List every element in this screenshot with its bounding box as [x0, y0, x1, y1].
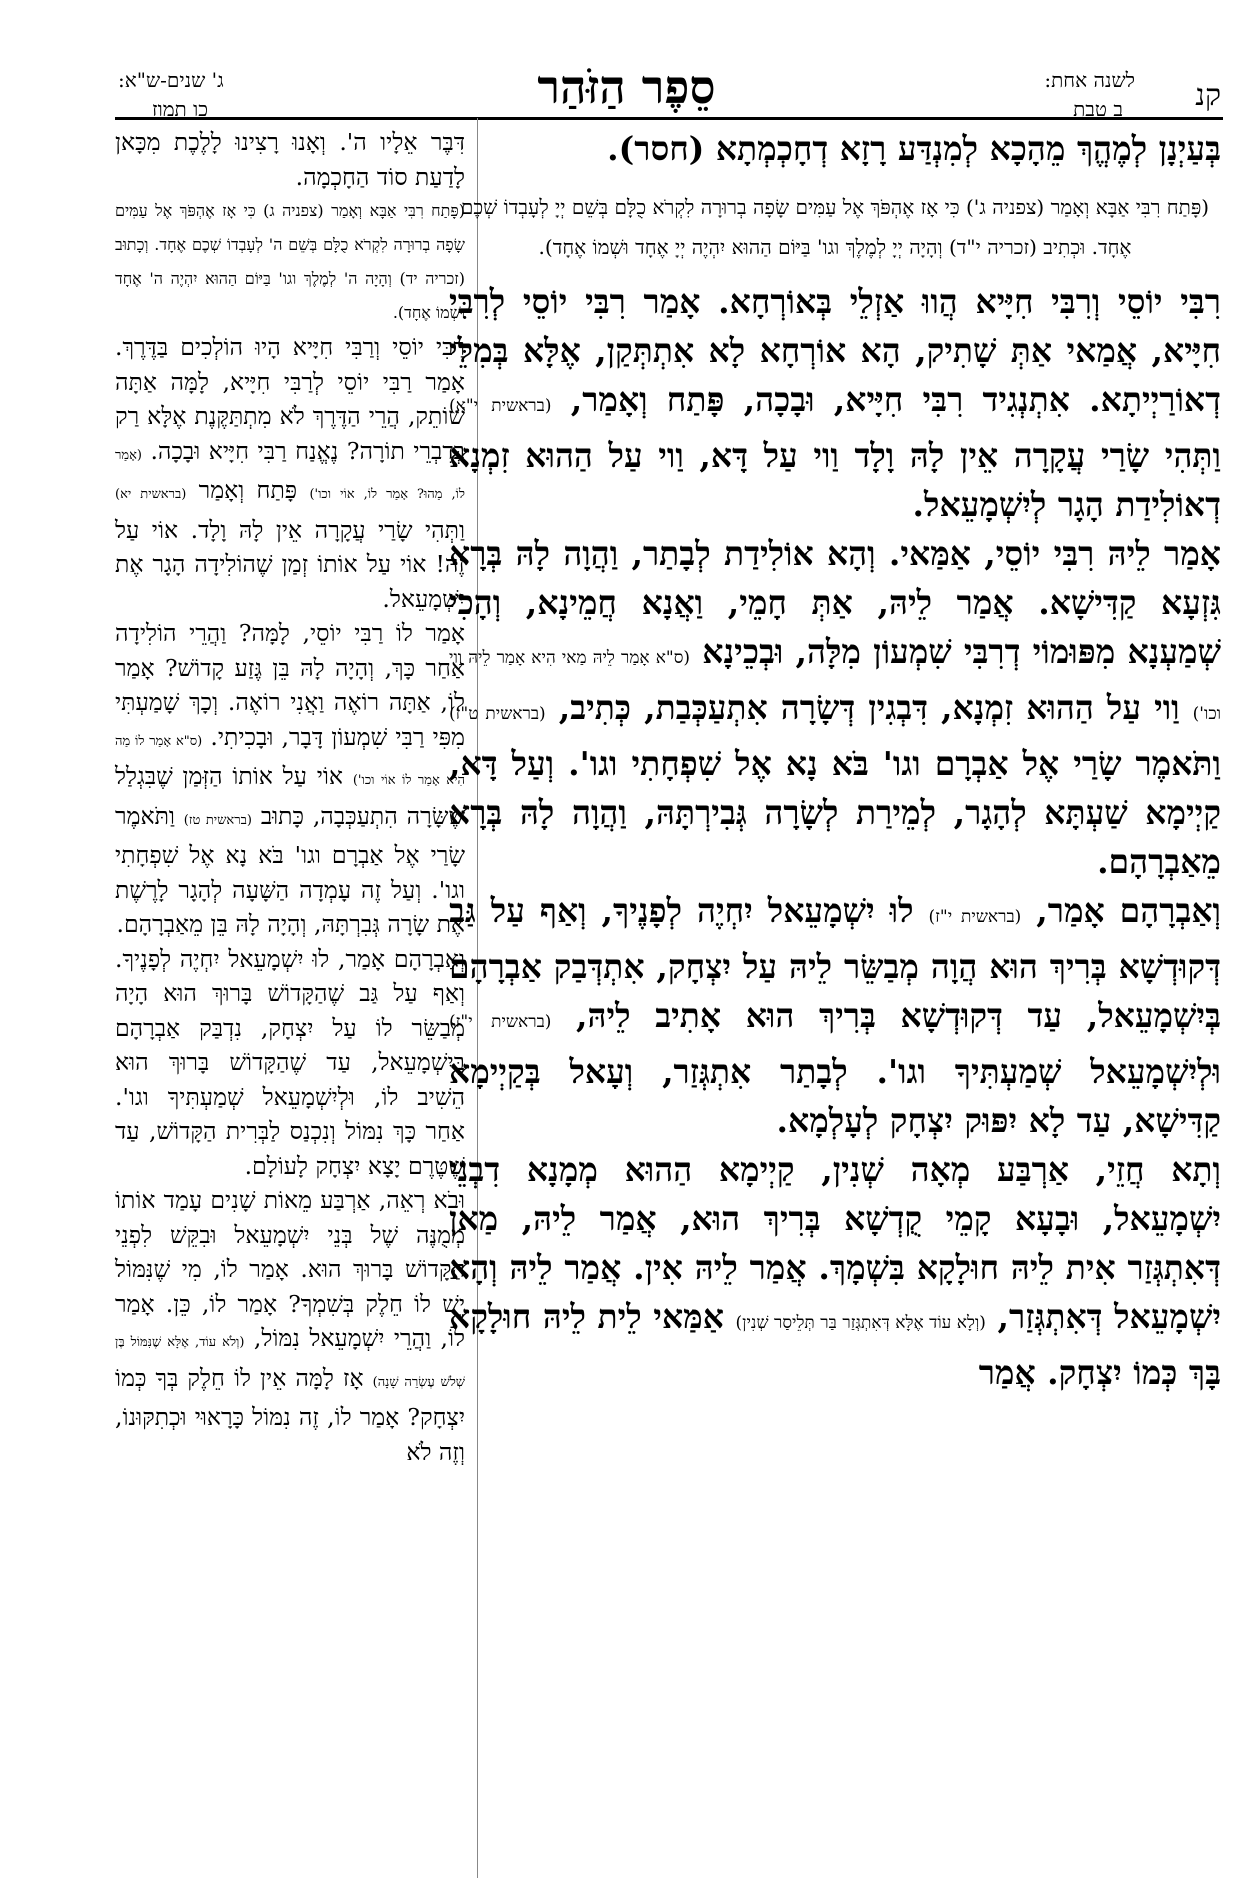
text-span: וְאַבְרָהָם אָמַר, — [1036, 891, 1222, 930]
one-year-schedule-date: ב טבת — [1073, 97, 1123, 121]
three-year-schedule-date: כו תמוז — [152, 97, 208, 121]
hebrew-translation-column — [115, 125, 465, 1469]
source-ref: (ס"א אָמַר לוֹ מַה הִיא אָמַר לוֹ אוֹי וכו') — [115, 733, 465, 788]
text-span: וּלְיִשְׁמָעֵאל שְׁמַעְתִּיךָ וגו'. לְבָתַר אִתְגְּזַר, וְעָאל בְּקַיְימָא קַדִּישָׁא, עַד לָא יִפּוּק יִצְחָק לְעָלְמָא. — [449, 1052, 1221, 1140]
source-ref: (בראשית י"ז) — [928, 907, 1022, 927]
aramaic-column — [449, 125, 1221, 1397]
text-span: וַתֹּאמֶר שָׂרַי אֶל אַבְרָם וגו' בֹּא נָא אֶל שִׁפְחָתִי וגו'. וְעַל זֶה עָמְדָה הַשָּׁעָה לְהָגָר לָרֶשֶׁת אֶת שָׂרָה גְּבִרְתָּהּ, וְהָיָה לָהּ בֵּן מֵאַבְרָהָם. — [115, 801, 465, 938]
source-ref: (בראשית יא) — [115, 487, 187, 502]
text-span: וּבֹא רְאֵה, אַרְבַּע מֵאוֹת שָׁנִים עָמַד אוֹתוֹ מְמֻנֶּה שֶׁל בְּנֵי יִשְׁמָעֵאל וּבִקֵּשׁ לִפְנֵי הַקָּדוֹשׁ בָּרוּךְ הוּא. אָמַר לוֹ, מִי שֶׁנִּמּוֹל יֵשׁ לוֹ חֵלֶק בְּשִׁמְךָ? אָמַר לוֹ, כֵּן. אָמַר לוֹ, וַהֲרֵי יִשְׁמָעֵאל נִמּוֹל, — [115, 1186, 465, 1352]
hebrew-paragraph-1 — [115, 330, 465, 616]
book-title: סֵפֶר הַזֹּהַר — [537, 60, 716, 114]
aramaic-paragraph-2 — [449, 529, 1221, 886]
hebrew-intro: דִּבֶּר אֵלָיו ה'. וְאָנוּ רָצִינוּ לָלֶכֶת מִכָּאן לָדַעַת סוֹד הַחָכְמָה. — [115, 128, 465, 191]
text-span: אָמַר לֵיהּ רִבִּי יוֹסֵי, אַמַּאי. וְהָא אוֹלִידַת לְבָתַר, וַהֲוָה לָהּ בְּרָא גִּזְעָא קַדִּישָׁא. אֲמַר לֵיהּ, אַתְּ חָמֵי, וַאֲנָא חֲמֵינָא, וְהָכִי שְׁמַעְנָא מִפּוּמוֹי דְרִבִּי שִׁמְעוֹן מִלָּה, וּבְכֵינָא — [449, 534, 1221, 671]
aramaic-paragraph-3 — [449, 886, 1221, 1145]
aramaic-paragraph-4 — [449, 1145, 1221, 1397]
hebrew-verse: (פָּתַח רִבִּי אַבָּא וְאָמַר (צפניה ג) כִּי אָז אֶהְפֹּךְ אֶל עַמִּים שָׂפָה בְרוּרָה לִקְרֹא כֻלָּם בְּשֵׁם ה' לְעָבְדוֹ שְׁכֶם אֶחָד. וְכָתוּב (זכריה יד) וְהָיָה ה' לְמֶלֶךְ וגו' בַּיּוֹם הַהוּא יִהְיֶה ה' אֶחָד וּשְׁמוֹ אֶחָד). — [115, 201, 465, 322]
source-ref: (ס"א אָמַר לֵיהּ מַאי הִיא אָמַר לֵיהּ וַוי וכו') — [449, 648, 1221, 724]
one-year-schedule-label: לשנה אחת: — [1044, 68, 1135, 92]
hebrew-paragraph-4 — [115, 1183, 465, 1469]
page-number: קנ — [1195, 78, 1221, 113]
three-year-schedule-label: ג' שנים-ש"א: — [118, 68, 224, 92]
aramaic-paragraph-1 — [449, 277, 1221, 529]
text-span: וַתְּהִי שָׂרַי עֲקָרָה אֵין לָהּ וָלָד וַוי עַל דָּא, וַוי עַל הַהוּא זִמְנָא דְאוֹלִידַת הָגָר לְיִשְׁמָעֵאל. — [449, 436, 1221, 524]
source-ref: (בראשית י"א) — [449, 396, 552, 416]
hebrew-paragraph-2 — [115, 616, 465, 942]
header-divider — [115, 117, 1223, 120]
text-span: אוֹי עַל אוֹתוֹ הַזְּמַן שֶׁבִּגְלַל שֶׁשָּׂרָה הִתְעַכְּבָה, כָּתוּב — [115, 762, 465, 830]
text-span: רִבִּי יוֹסֵי וְרִבִּי חִיָּיא הֲווּ אַזְלֵי בְּאוֹרְחָא. אָמַר רִבִּי יוֹסֵי לְרִבִּי חִיָּיא, אֲמַאי אַתְּ שָׁתִיק, הָא אוֹרְחָא לָא אִתְתְּקַן, אֶלָּא בְּמִלֵּי דְאוֹרַיְיתָא. אִתְנְגִיד רִבִּי חִיָּיא, וּבָכָה, פָּתַח וְאָמַר, — [449, 282, 1221, 419]
source-ref: (בראשית י"ז) — [449, 1012, 552, 1032]
text-span: וְתָא חֲזֵי, אַרְבַּע מְאָה שְׁנִין, קַיְימָא הַהוּא מְמָנָא דִבְנֵי יִשְׁמָעֵאל, וּבָעָא קָמֵי קֻדְשָׁא בְּרִיךְ הוּא, אֲמַר לֵיהּ, מַאן דְּאִתְגְּזַר אִית לֵיהּ חוּלָקָא בִּשְׁמָךְ. אֲמַר לֵיהּ אִין. אֲמַר לֵיהּ וְהָא יִשְׁמָעֵאל דְּאִתְגְּזַר, — [449, 1150, 1221, 1336]
text-span: וַתְּהִי שָׂרַי עֲקָרָה אֵין לָהּ וָלָד. אוֹי עַל זֶה! אוֹי עַל אוֹתוֹ זְמַן שֶׁהוֹלִידָה הָגָר אֶת יִשְׁמָעֵאל. — [115, 515, 465, 613]
text-span: אָז לָמָּה אֵין לוֹ חֵלֶק בְּךָ כְּמוֹ יִצְחָק? אָמַר לוֹ, זֶה נִמּוֹל כָּרָאוּי וּכְתִקּוּנוֹ, וְזֶה לֹא — [115, 1363, 465, 1466]
text-span: אָמַר לוֹ רַבִּי יוֹסֵי, לָמָּה? וַהֲרֵי הוֹלִידָה אַחַר כָּךְ, וְהָיָה לָהּ בֵּן גֶּזַע קָדוֹשׁ? אָמַר לוֹ, אַתָּה רוֹאֶה וַאֲנִי רוֹאֶה. וְכָךְ שָׁמַעְתִּי מִפִּי רַבִּי שִׁמְעוֹן דָּבָר, וּבָכִיתִי. — [115, 619, 465, 751]
text-span: וַוי עַל הַהוּא זִמְנָא, דִּבְגִין דְּשָׂרָה אִתְעַכְּבַת, כְּתִיב, — [558, 688, 1180, 727]
source-ref: (וְלֹא עוֹד, אֶלָּא שֶׁנִּמּוֹל בֶּן שְׁלֹשׁ עֶשְׂרֵה שָׁנָה) — [115, 1335, 465, 1390]
source-ref: (וְלָא עוֹד אֶלָּא דְּאִתְגְּזַר בַּר תְּלֵיסַר שְׁנִין) — [735, 1313, 986, 1333]
aramaic-verse: (פָּתַח רִבִּי אַבָּא וְאָמַר (צפניה ג') כִּי אָז אֶהְפֹּךְ אֶל עַמִּים שָׂפָה בְרוּרָה לִקְרֹא כֻלָּם בְּשֵׁם יְיָ לְעָבְדוֹ שְׁכֶם אֶחָד. וּכְתִיב (זכריה י"ד) וְהָיָה יְיָ לְמֶלֶךְ וגו' בַּיּוֹם הַהוּא יִהְיֶה יְיָ אֶחָד וּשְׁמוֹ אֶחָד). — [460, 195, 1210, 259]
text-span: פָּתַח וְאָמַר — [198, 476, 298, 504]
text-span: וַתֹּאמֶר שָׂרַי אֶל אַבְרָם וגו' בֹּא נָא אֶל שִׁפְחָתִי וגו'. וְעַל דָּא, קַיְימָא שַׁעְתָּא לְהָגָר, לְמֵירַת לְשָׂרָה גְּבִירְתָּהּ, וַהֲוָה לָהּ בְּרָא מֵאַבְרָהָם. — [449, 744, 1221, 881]
text-span: אַמַּאי לֵית לֵיהּ חוּלָקָא בָּךְ כְּמוֹ יִצְחָק. אֲמַר — [449, 1297, 1221, 1392]
source-ref: (בראשית ט"ז) — [449, 704, 546, 724]
text-span: רַבִּי יוֹסֵי וְרַבִּי חִיָּיא הָיוּ הוֹלְכִים בַּדֶּרֶךְ. אָמַר רַבִּי יוֹסֵי לְרַבִּי חִיָּיא, לָמָּה אַתָּה שׁוֹתֵק, הֲרֵי הַדֶּרֶךְ לֹא מִתְתַּקֶּנֶת אֶלָּא רַק בְּדִבְרֵי תוֹרָה? נֶאֱנַח רַבִּי חִיָּיא וּבָכָה. — [115, 333, 465, 465]
source-ref: (אָמַר לוֹ, מַהוּ? אָמַר לוֹ, אוֹי וכו') — [115, 447, 465, 502]
source-ref: (בראשית טז) — [183, 812, 252, 828]
text-span: לוּ יִשְׁמָעֵאל יִחְיֶה לְפָנֶיךָ, וְאַף עַל גַּב דְּקוּדְשָׁא בְּרִיךְ הוּא הֲוָה מְבַשֵּׂר לֵיהּ עַל יִצְחָק, אִתְדְּבַק אַבְרָהָם בְּיִשְׁמָעֵאל, עַד דְּקוּדְשָׁא בְּרִיךְ הוּא אָתִיב לֵיהּ, — [449, 891, 1221, 1035]
page-header — [0, 0, 1253, 121]
aramaic-title: בְּעַיְנָן לְמֶהֱךְ מֵהָכָא לְמִנְדַּע רָזָא דְחָכְמְתָא (חסר). — [607, 129, 1221, 168]
hebrew-paragraph-3: וְאַבְרָהָם אָמַר, לוּ יִשְׁמָעֵאל יִחְיֶה לְפָנֶיךָ. וְאַף עַל גַּב שֶׁהַקָּדוֹשׁ בָּרוּךְ הוּא הָיָה מְבַשֵּׂר לוֹ עַל יִצְחָק, נִדְבַּק אַבְרָהָם בְּיִשְׁמָעֵאל, עַד שֶׁהַקָּדוֹשׁ בָּרוּךְ הוּא הֵשִׁיב לוֹ, וּלְיִשְׁמָעֵאל שְׁמַעְתִּיךָ וגו'. אַחַר כָּךְ נִמּוֹל וְנִכְנַס לַבְּרִית הַקָּדוֹשׁ, עַד שֶׁטֶּרֶם יָצָא יִצְחָק לָעוֹלָם. — [115, 944, 465, 1180]
